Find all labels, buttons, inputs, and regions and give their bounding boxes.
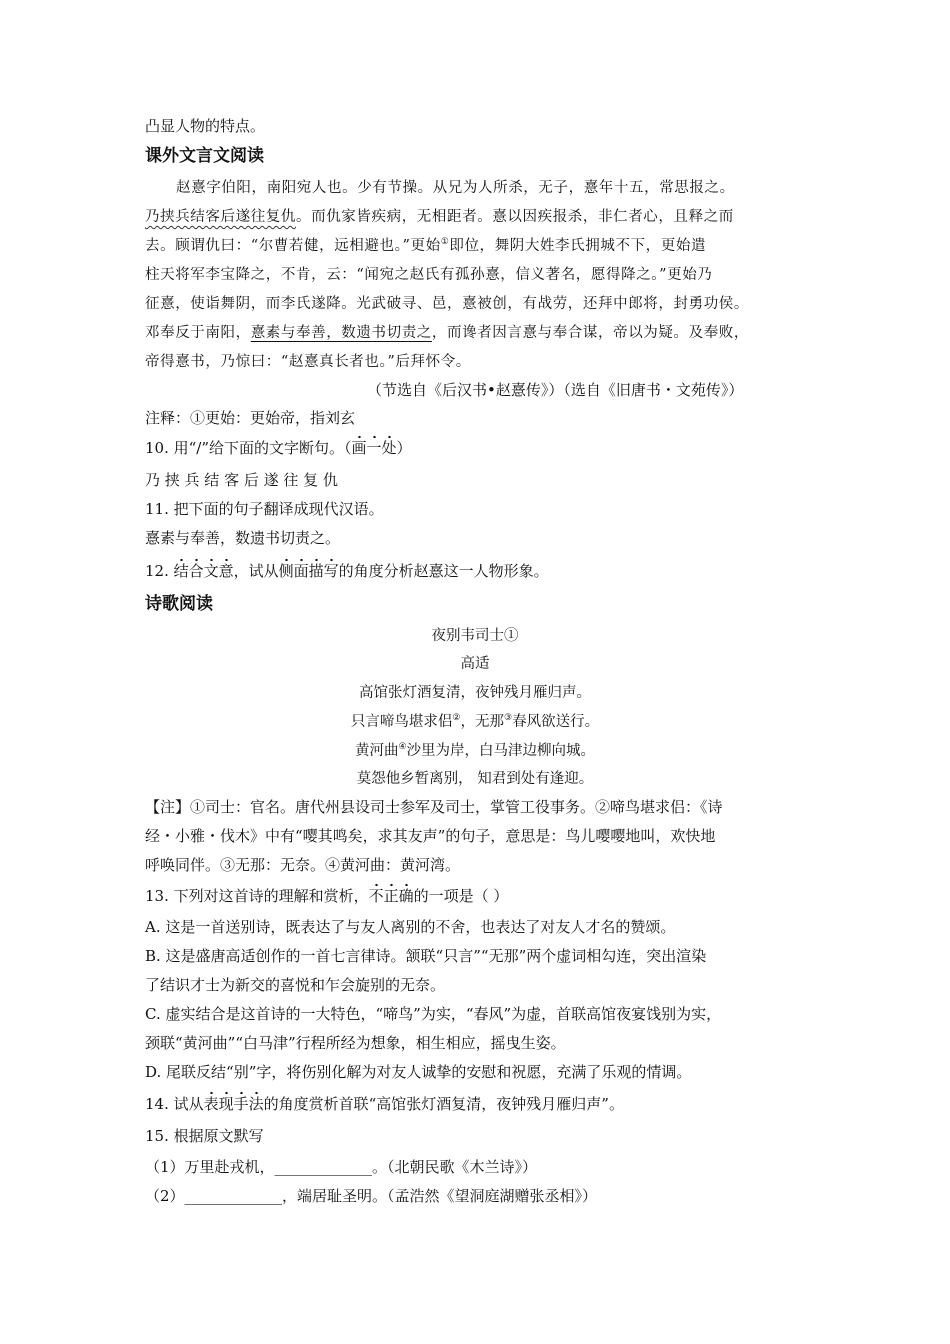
passage-text: 去。顾谓仇曰：“尔曹若健，远相避也。”更始 xyxy=(145,238,441,254)
question-text: 的角度分析赵憙这一人物形象。 xyxy=(338,562,549,580)
emphasis-dotted-text: 表现手法 xyxy=(203,1095,264,1113)
poem-text: ，无那 xyxy=(460,714,504,730)
question-text: 的一项是（ ） xyxy=(413,887,509,905)
question-text: ，试从 xyxy=(233,562,279,580)
question-13 xyxy=(145,886,508,906)
passage-text: 即位，舞阴大姓李氏拥城不下，更始遣 xyxy=(449,238,707,254)
footnote-marker: ④ xyxy=(398,742,407,753)
passage-text: 邓奉反于南阳， xyxy=(145,325,251,341)
poetry-heading: 诗歌阅读 xyxy=(145,594,213,614)
question-text: 14. 试从 xyxy=(145,1095,204,1113)
passage-text: ，而谗者因言憙与奉合谋，帝以为疑。及奉败， xyxy=(431,325,750,341)
poem-author: 高适 xyxy=(460,656,490,672)
passage-text: 。而仇家皆疾病，无相距者。憙以因疾报杀，非仁者心，且释之而 xyxy=(296,209,734,225)
passage-line-1: 赵憙字伯阳，南阳宛人也。少有节操。从兄为人所杀，无子，憙年十五，常思报之。 xyxy=(176,180,735,196)
emphasis-dotted-text: 结合文意 xyxy=(173,562,234,580)
question-14 xyxy=(145,1094,624,1114)
passage-source: （节选自《后汉书•赵憙传》）（选自《旧唐书・文苑传》） xyxy=(367,381,744,399)
poem-title: 夜别韦司士① xyxy=(431,628,519,644)
question-number: 12. xyxy=(145,562,174,580)
poem-text: 沙里为岸，白马津边柳向城。 xyxy=(406,743,596,759)
footnote-marker: ① xyxy=(440,237,450,248)
answer-blank[interactable]: _____________ xyxy=(184,1187,283,1205)
passage-note: 注释：①更始：更始帝，指刘玄 xyxy=(145,409,356,427)
option-b-line-1: B. 这是盛唐高适创作的一首七言律诗。颔联“只言”“无那”两个虚词相勾连，突出渲染 xyxy=(145,947,707,965)
poem-text: 只言啼鸟堪求侣 xyxy=(350,714,453,730)
option-b-line-2: 了结识才士为新交的喜悦和乍会旋别的无奈。 xyxy=(145,976,446,994)
question-12 xyxy=(145,561,549,581)
passage-line-7: 帝得憙书，乃惊曰：“赵憙真长者也。”后拜怀令。 xyxy=(145,354,471,370)
question-text: 的角度赏析首联“高馆张灯酒复清，夜钟残月雁归声”。 xyxy=(263,1095,624,1113)
question-text: （2） xyxy=(145,1187,185,1205)
passage-line-3 xyxy=(145,236,706,256)
poem-note-line-1: 【注】①司士：官名。唐代州县设司士参军及司士，掌管工役事务。②啼鸟堪求侣：《诗 xyxy=(145,798,723,816)
option-d: D. 尾联反结“别”字，将伤别化解为对友人诚挚的安慰和祝愿，充满了乐观的情调。 xyxy=(145,1063,692,1081)
poem-note-line-3: 呼唤同伴。③无那：无奈。④黄河曲：黄河湾。 xyxy=(145,856,461,874)
question-15: 15. 根据原文默写 xyxy=(145,1127,264,1145)
poem-text: 春风欲送行。 xyxy=(512,714,600,730)
question-text: 13. 下列对这首诗的理解和赏析， xyxy=(145,887,369,905)
footnote-marker: ② xyxy=(452,713,461,724)
question-15-item-2 xyxy=(145,1186,597,1206)
emphasis-dotted-text: 画一处 xyxy=(351,439,397,457)
poem-text: 黄河曲 xyxy=(354,743,399,759)
emphasis-dotted-text: 不正确 xyxy=(368,887,414,905)
passage-line-5: 征憙，使诣舞阴，而李氏遂降。光武破寻、邑，憙被创，有战劳，还拜中郎将，封勇功侯。 xyxy=(145,296,749,312)
poem-line-3 xyxy=(0,741,950,761)
question-11-text: 憙素与奉善，数遗书切责之。 xyxy=(145,529,341,547)
question-10-text: 乃 挟 兵 结 客 后 遂 往 复 仇 xyxy=(145,471,338,489)
question-10 xyxy=(145,438,412,458)
question-text: ，端居耻圣明。（孟浩然《望洞庭湖赠张丞相》） xyxy=(282,1187,598,1205)
underlined-sentence: 憙素与奉善，数遗书切责之 xyxy=(250,325,432,341)
emphasis-dotted-text: 侧面描写 xyxy=(278,562,339,580)
option-c-line-1: C. 虚实结合是这首诗的一大特色，“啼鸟”为实，“春风”为虚，首联高馆夜宴饯别为实， xyxy=(145,1005,722,1023)
option-a: A. 这是一首送别诗，既表达了与友人离别的不舍，也表达了对友人才名的赞颂。 xyxy=(145,918,676,936)
passage-line-6 xyxy=(145,323,749,343)
option-c-line-2: 颈联“黄河曲”“白马津”行程所经为想象，相生相应，摇曳生姿。 xyxy=(145,1034,566,1052)
poem-line-2 xyxy=(0,712,950,732)
intro-line: 凸显人物的特点。 xyxy=(145,117,266,135)
question-text: （1）万里赴戎机， xyxy=(145,1158,275,1176)
poem-line-1: 高馆张灯酒复清，夜钟残月雁归声。 xyxy=(359,685,591,701)
poem-note-line-2: 经・小雅・伐木》中有“嘤其鸣矣，求其友声”的句子，意思是：鸟儿嘤嘤地叫，欢快地 xyxy=(145,827,716,845)
poem-line-4: 莫怨他乡暂离别， 知君到处有逢迎。 xyxy=(356,771,594,787)
passage-line-2 xyxy=(145,207,734,227)
footnote-marker: ③ xyxy=(504,713,513,724)
answer-blank[interactable]: _____________ xyxy=(274,1158,373,1176)
question-11: 11. 把下面的句子翻译成现代汉语。 xyxy=(145,500,384,518)
passage-line-4: 柱天将军李宝降之，不肯，云：“闻宛之赵氏有孤孙憙，信义著名，愿得降之。”更始乃 xyxy=(145,267,713,283)
classical-heading: 课外文言文阅读 xyxy=(145,146,264,166)
wavy-underlined-sentence: 乃挟兵结客后遂往复仇 xyxy=(145,209,296,225)
question-text: 10. 用“/”给下面的文字断句。（ xyxy=(145,439,352,457)
question-text: ） xyxy=(396,439,412,457)
question-15-item-1 xyxy=(145,1157,537,1177)
question-text: 。（北朝民歌《木兰诗》） xyxy=(372,1158,538,1176)
